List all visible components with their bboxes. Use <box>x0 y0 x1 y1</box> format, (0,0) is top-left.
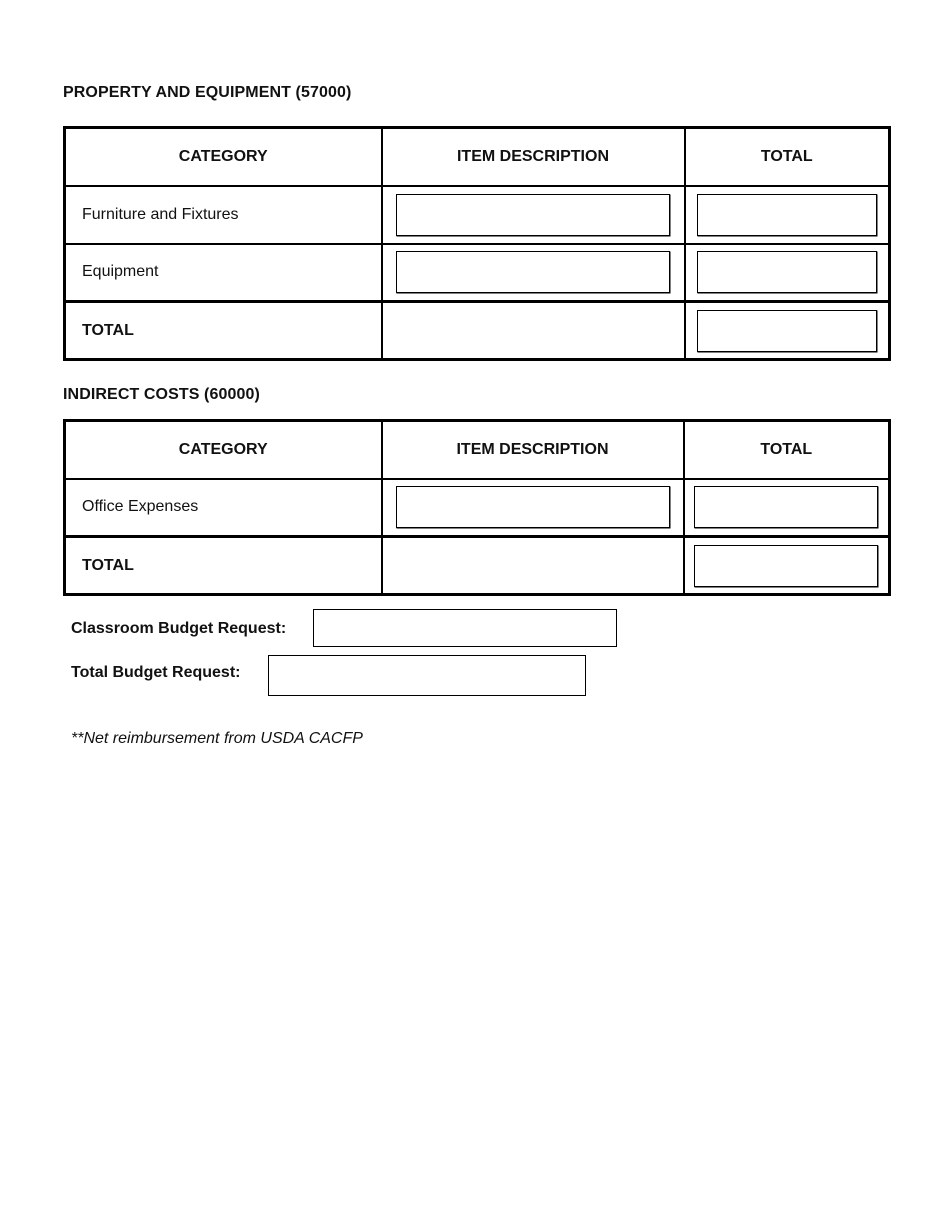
equipment-description-field[interactable] <box>396 251 670 293</box>
total-budget-label: Total Budget Request: <box>71 664 241 681</box>
header-total: TOTAL <box>684 421 890 479</box>
total-budget-field[interactable] <box>268 655 586 696</box>
office-expenses-total-field[interactable] <box>694 486 878 528</box>
header-total: TOTAL <box>685 128 890 186</box>
property-equipment-total-field[interactable] <box>697 310 877 352</box>
row-category: Office Expenses <box>65 479 382 537</box>
table-header-row <box>65 128 890 186</box>
total-row-label: TOTAL <box>65 537 382 595</box>
office-expenses-description-field[interactable] <box>396 486 670 528</box>
table-total-row <box>65 537 890 595</box>
header-category: CATEGORY <box>65 421 382 479</box>
classroom-budget-label: Classroom Budget Request: <box>71 620 287 637</box>
table-row <box>65 244 890 302</box>
header-item-description: ITEM DESCRIPTION <box>382 128 685 186</box>
row-category: Furniture and Fixtures <box>65 186 382 244</box>
property-equipment-title: PROPERTY AND EQUIPMENT (57000) <box>63 84 352 101</box>
equipment-total-field[interactable] <box>697 251 877 293</box>
property-equipment-table <box>63 126 891 361</box>
header-category: CATEGORY <box>65 128 382 186</box>
table-row <box>65 479 890 537</box>
classroom-budget-field[interactable] <box>313 609 617 647</box>
table-total-row <box>65 302 890 360</box>
row-category: Equipment <box>65 244 382 302</box>
furniture-description-field[interactable] <box>396 194 670 236</box>
indirect-costs-total-field[interactable] <box>694 545 878 587</box>
table-header-row <box>65 421 890 479</box>
total-row-label: TOTAL <box>65 302 382 360</box>
indirect-costs-table <box>63 419 891 596</box>
indirect-costs-title: INDIRECT COSTS (60000) <box>63 386 260 403</box>
furniture-total-field[interactable] <box>697 194 877 236</box>
table-row <box>65 186 890 244</box>
header-item-description: ITEM DESCRIPTION <box>382 421 684 479</box>
footnote: **Net reimbursement from USDA CACFP <box>71 730 363 747</box>
